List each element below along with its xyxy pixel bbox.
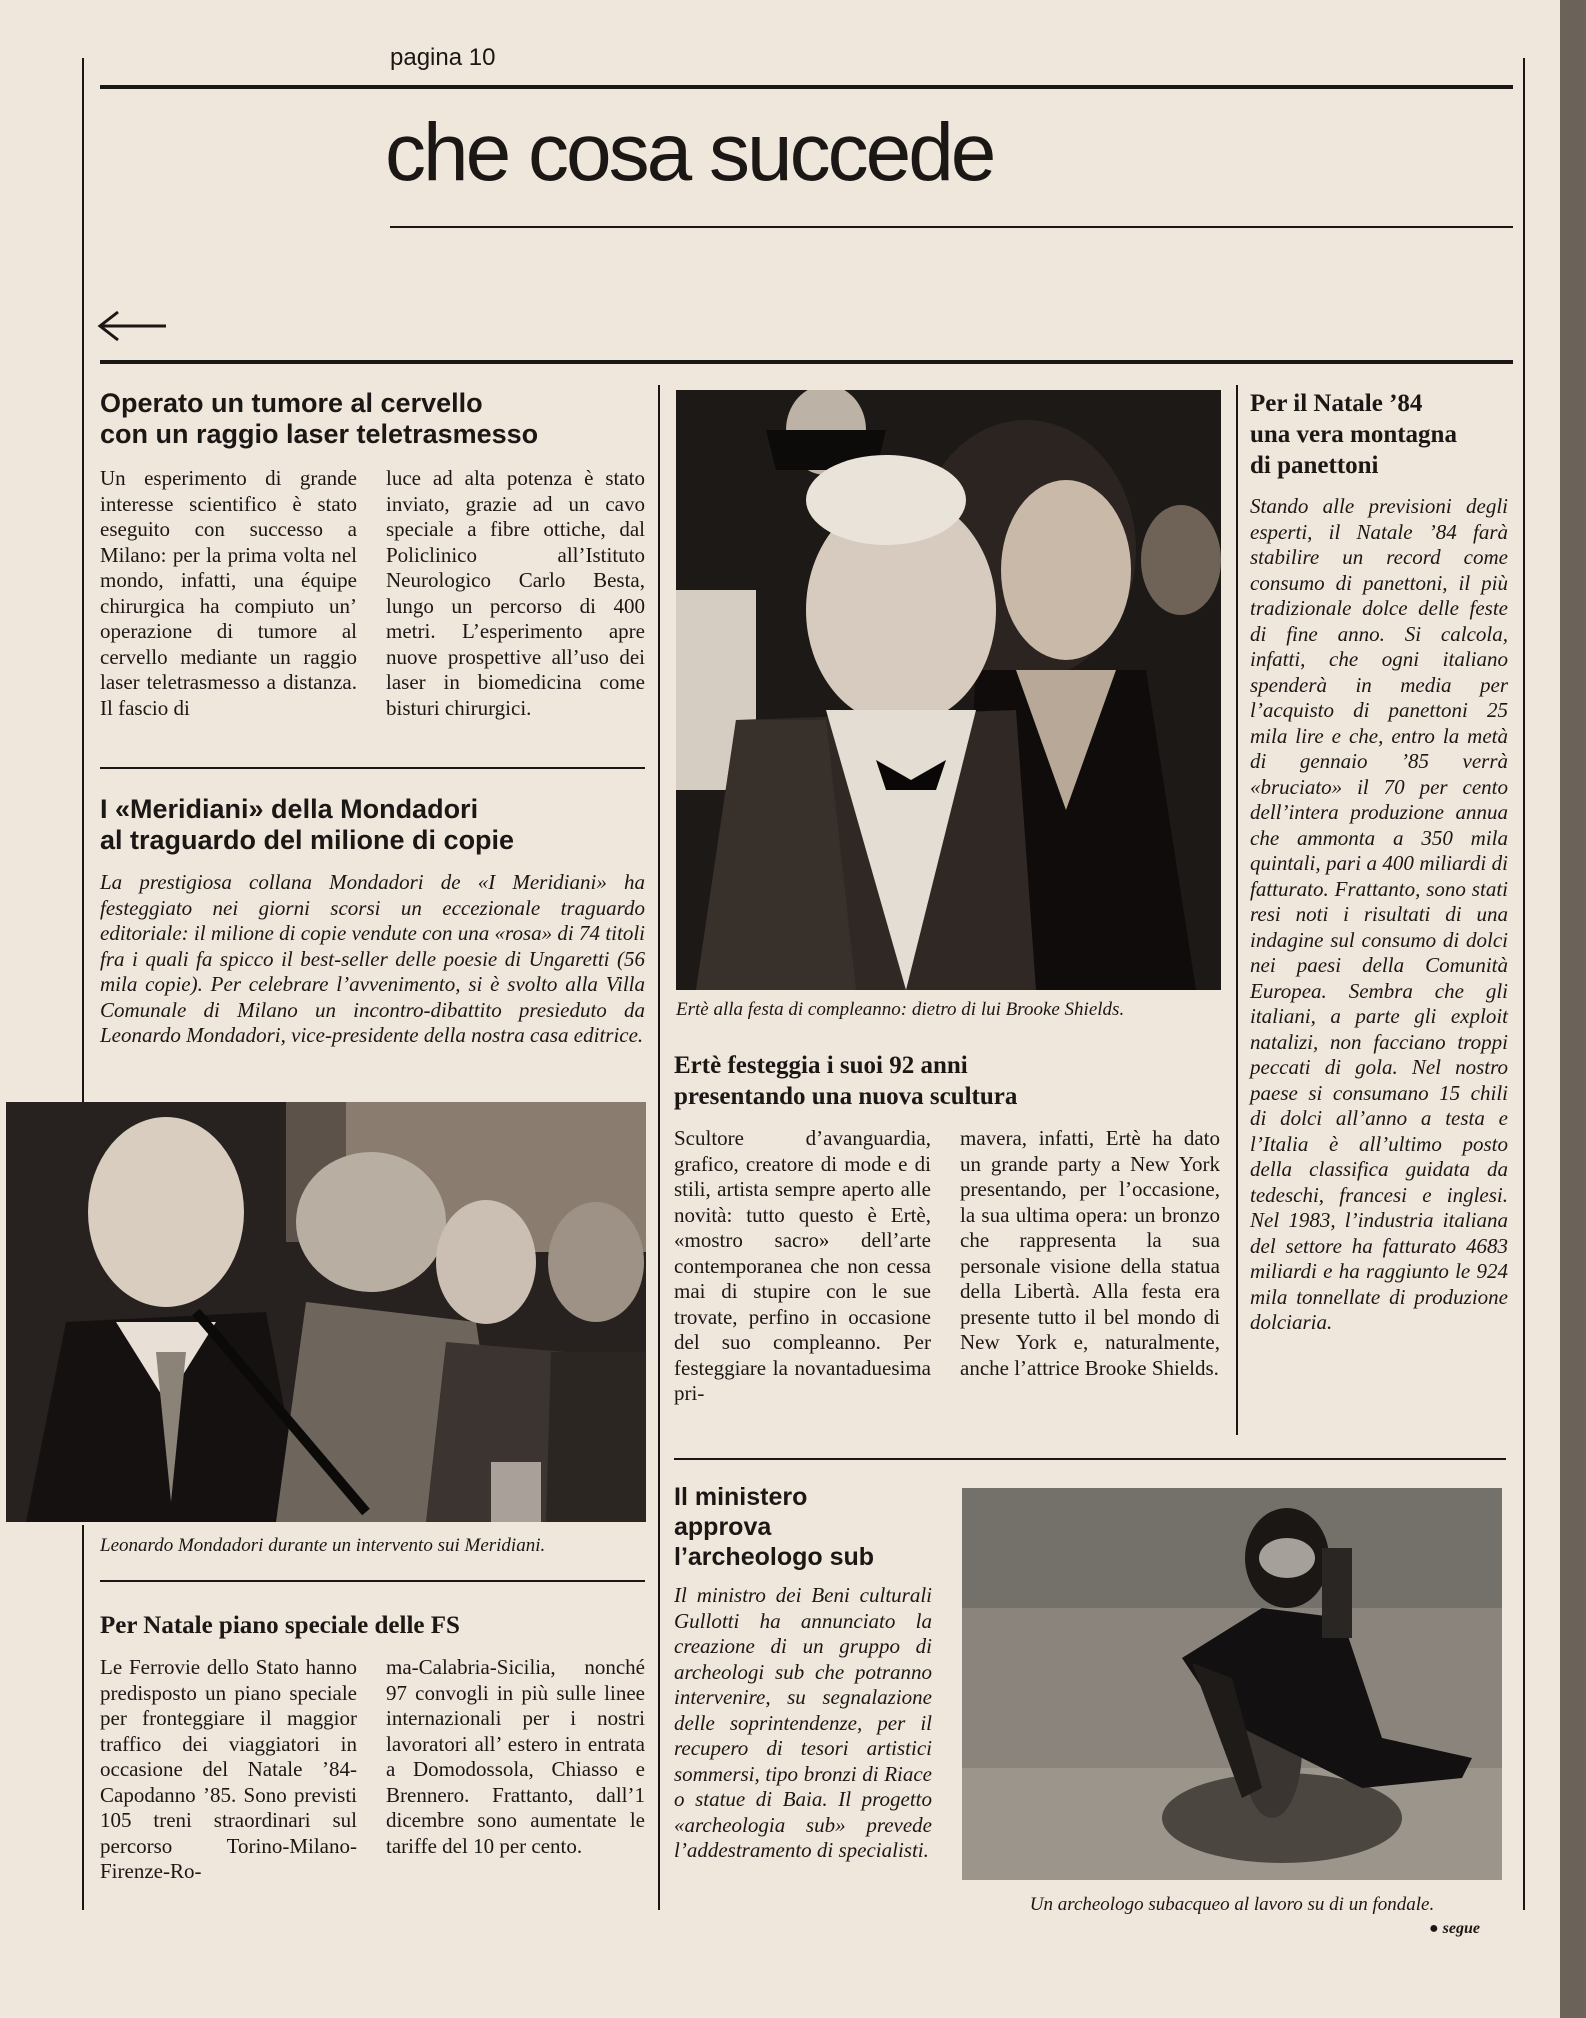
laser-headline: Operato un tumore al cervello con un raggio laser teletrasmesso	[100, 388, 539, 449]
panettoni-headline: Per il Natale ’84 una vera montagna di panettoni	[1250, 390, 1457, 479]
laser-divider	[100, 767, 645, 769]
diver-caption: Un archeologo subacqueo al lavoro su di un fondale.	[1029, 1894, 1435, 1915]
erte-caption: Ertè alla festa di compleanno: dietro di lui Brooke Shields.	[676, 999, 1125, 1020]
sub-body: Il ministro dei Beni culturali Gullotti ha annunciato la creazione di un gruppo di archeologi sub che potranno intervenire, su segnalazione delle soprintendenze, per il recupero di tesori artistici sommersi, tipo bronzi di Riace o statue di Baia. Il progetto «archeologia sub» prevede l’addestramento di specialisti.	[674, 1583, 932, 1862]
laser-column-2: luce ad alta potenza è stato inviato, grazie ad un cavo speciale a fibre ottiche, dal Policlinico all’Istituto Neurologico Carlo Besta, lungo un percorso di 400 metri. L’esperimento apre nuove prospettive all’uso dei laser in biomedicina come bisturi chirurgici.	[386, 466, 645, 720]
column-divider-left	[658, 385, 660, 1910]
meridiani-headline: I «Meridiani» della Mondadori al traguardo del milione di copie	[100, 794, 515, 855]
section-rule	[100, 360, 1513, 364]
panettoni-body: Stando alle previsioni degli esperti, il Natale ’84 farà stabilire un record come consumo di panettoni, il più tradizionale dolce delle feste di fine anno. Si calcola, infatti, che ogni italiano spenderà in media per l’acquisto di panettoni 25 mila lire e che, entro la metà di gennaio ’85 verrà «bruciato» il 70 per cento dell’intera produzione annua che ammonta a 350 mila quintali, pari a 400 miliardi di fatturato. Frattanto, sono stati resi noti i risultati di una indagine sul consumo di dolci nei paesi della Comunità Europea. Sembra che gli italiani, a parte gli exploit natalizi, non facciano troppi peccati di gola. Nel nostro paese si consumano 15 chili di dolci all’anno a testa e l’Italia è all’ultimo posto della classifica guidata da tedeschi, francesi e inglesi. Nel 1983, l’industria italiana del settore ha fatturato 4683 miliardi e ha raggiunto le 924 mila tonnellate di produzione dolciaria.	[1250, 494, 1508, 1334]
fs-column-1: Le Ferrovie dello Stato hanno predisposto un piano speciale per fronteggiare il maggior traffico dei viaggiatori in occasione del Natale ’84-Capodanno ’85. Sono previsti 105 treni straordinari sul percorso Torino-Milano-Firenze-Ro-	[100, 1655, 357, 1883]
sub-divider	[674, 1458, 1506, 1460]
mondadori-photo	[6, 1102, 646, 1522]
erte-headline: Ertè festeggia i suoi 92 anni presentando una nuova scultura	[674, 1052, 1018, 1110]
erte-photo	[676, 390, 1221, 990]
right-margin-rule	[1523, 58, 1525, 1910]
back-arrow-icon	[96, 310, 168, 347]
mondadori-caption: Leonardo Mondadori durante un intervento sui Meridiani.	[100, 1535, 546, 1556]
fs-divider	[100, 1580, 645, 1582]
page-number: pagina 10	[390, 44, 496, 71]
column-divider-right	[1236, 385, 1238, 1435]
continue-marker: ● segue	[1429, 1920, 1480, 1937]
erte-column-2: mavera, infatti, Ertè ha dato un grande party a New York presentando, per l’occasione, la sua ultima opera: un bronzo che rappresenta la sua personale visione della statua della Libertà. Alla festa era presente tutto il bel mondo di New York e, naturalmente, anche l’attrice Brooke Shields.	[960, 1126, 1220, 1380]
erte-column-1: Scultore d’avanguardia, grafico, creatore di mode e di stili, artista sempre aperto alle novità: tutto questo è Ertè, «mostro sacro» dell’arte contemporanea che non cessa mai di stupire con le sue trovate, perfino in occasione del suo compleanno. Per festeggiare la novantaduesima pri-	[674, 1126, 931, 1405]
section-title: che cosa succede	[385, 107, 994, 198]
top-rule	[100, 85, 1513, 89]
fs-headline: Per Natale piano speciale delle FS	[100, 1612, 460, 1639]
left-margin-rule-lower	[82, 1525, 84, 1910]
title-underline	[390, 226, 1513, 228]
fs-column-2: ma-Calabria-Sicilia, nonché 97 convogli in più sulle linee internazionali per i nostri lavoratori all’ estero in entrata a Domodossola, Chiasso e Brennero. Frattanto, dall’1 dicembre sono aumentate le tariffe del 10 per cento.	[386, 1655, 645, 1858]
meridiani-body: La prestigiosa collana Mondadori de «I Meridiani» ha festeggiato nei giorni scorsi un eccezionale traguardo editoriale: il milione di copie vendute con una «rosa» di 74 titoli fra i quali fa spicco il best-seller delle poesie di Ungaretti (56 mila copie). Per celebrare l’avvenimento, si è svolto alla Villa Comunale di Milano un incontro-dibattito presieduto da Leonardo Mondadori, vice-presidente della nostra casa editrice.	[100, 870, 645, 1047]
laser-column-1: Un esperimento di grande interesse scientifico è stato eseguito con successo a Milano: per la prima volta nel mondo, infatti, una équipe chirurgica ha compiuto un’ operazione di tumore al cervello mediante un raggio laser teletrasmesso a distanza. Il fascio di	[100, 466, 357, 720]
bullet-icon: ●	[1429, 1920, 1439, 1937]
diver-photo	[962, 1488, 1502, 1880]
sub-headline: Il ministero approva l’archeologo sub	[674, 1483, 875, 1571]
left-margin-rule	[82, 58, 84, 1103]
